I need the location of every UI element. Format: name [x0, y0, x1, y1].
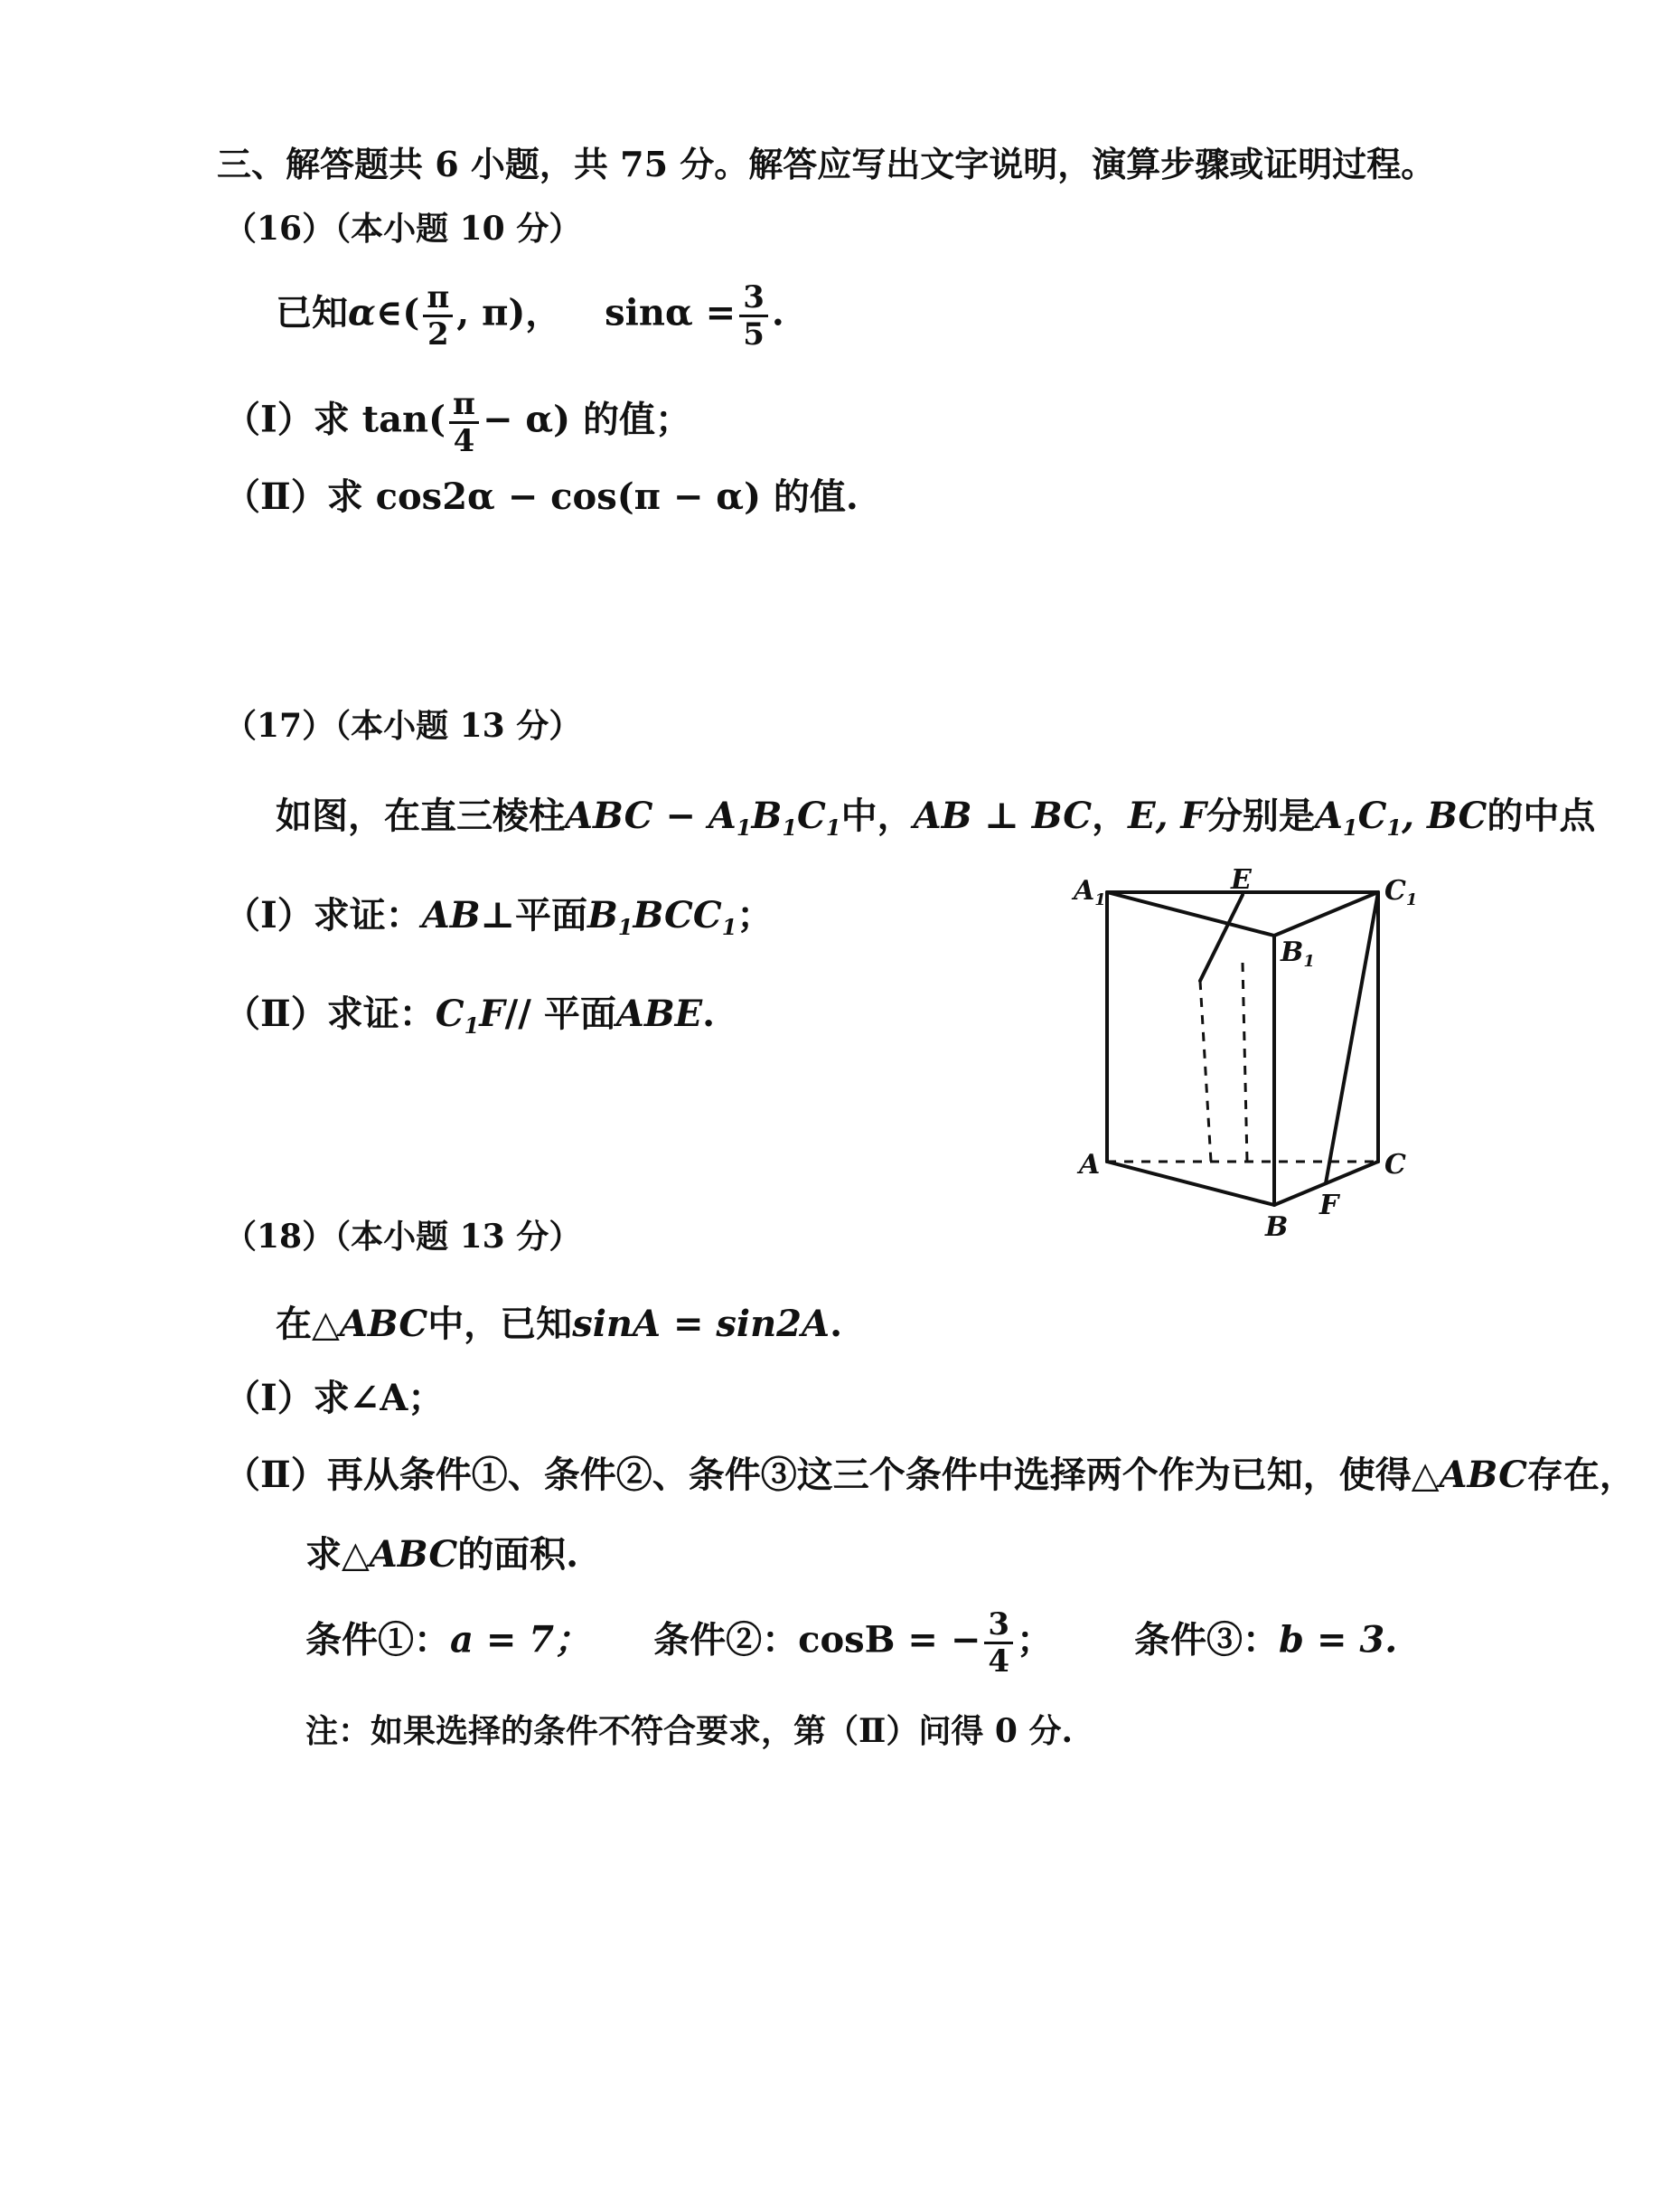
q16-part1-prefix: 求 tan( [313, 398, 446, 441]
q18-part2-line1-end: 存在， [1526, 1454, 1636, 1496]
q17-sub: 1 [782, 814, 798, 841]
q17-prism-c: C [797, 795, 826, 837]
q17-c1: C [1357, 795, 1387, 837]
q18-part1-text: 求∠A； [313, 1377, 445, 1419]
label-e: E [1231, 864, 1252, 896]
q17-c1f [435, 993, 505, 1039]
q18-eq: sinA = sin2A [572, 1303, 830, 1345]
q18-part2 [224, 1454, 1636, 1496]
q16-period: . [771, 291, 784, 334]
hidden-segment-be [1200, 981, 1211, 1162]
q16-frac-num: π [423, 282, 453, 317]
q17-stem [276, 795, 1596, 841]
q17-sub: 1 [825, 814, 841, 841]
q18-cond2-num: 3 [984, 1609, 1013, 1644]
q16-part2-label: （Ⅱ） [224, 475, 327, 518]
q18-part2-line1: 再从条件①、条件②、条件③这三个条件中选择两个作为已知，使得 [326, 1454, 1412, 1496]
q16-part1-label: （Ⅰ） [224, 398, 314, 441]
q16-frac-den: 2 [427, 316, 449, 353]
label-b: B [1265, 1211, 1289, 1243]
q17-c1f-c: C [435, 993, 465, 1035]
q16-pi-over-2 [423, 279, 453, 353]
q17-a1c1 [1314, 795, 1487, 841]
q18-cond2-end: ； [1017, 1618, 1054, 1661]
q17-part1-mid: ⊥平面 [480, 894, 587, 937]
q17-stem-5: 的中点 [1487, 795, 1596, 837]
q16-three-fifths [739, 279, 768, 353]
q17-prism-b: B [751, 795, 783, 837]
q17-ef: E, F [1128, 795, 1206, 837]
q17-part2-label: （Ⅱ） [224, 993, 327, 1035]
q17-b1: B [587, 894, 618, 937]
q16-in: ∈( [375, 291, 420, 334]
q17-part2-prefix: 求证： [326, 993, 436, 1035]
label-a: A [1079, 1149, 1101, 1181]
segment-c1f [1326, 892, 1378, 1183]
q16-sin-den: 5 [743, 316, 765, 353]
q16-part1-suffix: − α) 的值； [482, 398, 692, 441]
q18-stem-1: 在 [276, 1303, 312, 1345]
q16-title: （16）（本小题 10 分） [224, 210, 582, 248]
q17-c1f-f: F [479, 993, 505, 1035]
q18-cond3-label: 条件③： [1134, 1618, 1280, 1661]
q17-perp: AB ⊥ BC [913, 795, 1093, 837]
label-b1: $B_1$ [1281, 937, 1315, 971]
q16-part2 [224, 475, 859, 518]
q17-stem-2: 中， [840, 795, 914, 837]
q18-cond2-label: 条件②： [653, 1618, 799, 1661]
q17-part1-ab: AB [421, 894, 481, 937]
q18-line2-b: 的面积. [457, 1533, 579, 1576]
q17-sub: 1 [464, 1012, 480, 1039]
q17-sub: 1 [736, 814, 752, 841]
q18-note: 注：如果选择的条件不符合要求，第（Ⅱ）问得 0 分. [305, 1712, 1073, 1750]
q17-sub: 1 [1386, 814, 1403, 841]
q17-bcc: BCC [633, 894, 722, 937]
q18-part1-label: （Ⅰ） [224, 1377, 314, 1419]
q17-prism-a: ABC − A [565, 795, 737, 837]
q18-cond2-frac [984, 1606, 1013, 1680]
prism-figure [1066, 863, 1428, 1252]
q17-part1-plane [587, 894, 737, 940]
q17-part2 [224, 993, 716, 1039]
q17-part1 [224, 894, 774, 940]
q17-part2-abe: ABE [615, 993, 703, 1035]
q16-given [276, 279, 784, 353]
q17-part1-label: （Ⅰ） [224, 894, 314, 937]
label-c: C [1384, 1149, 1406, 1181]
q18-line2-a: 求 [305, 1533, 342, 1576]
q17-part2-mid: // 平面 [504, 993, 616, 1035]
q18-part2-line2 [305, 1533, 579, 1576]
label-c1: $C_1$ [1384, 875, 1418, 909]
q17-sub: 1 [721, 914, 737, 940]
segment-e [1200, 895, 1243, 981]
q17-sub: 1 [617, 914, 633, 940]
q18-cond1-label: 条件①： [305, 1618, 450, 1661]
q17-part2-end: . [702, 993, 716, 1035]
q16-part2-text: 求 cos2α − cos(π − α) 的值. [326, 475, 859, 518]
q18-title: （18）（本小题 13 分） [224, 1218, 582, 1256]
q18-stem-2: 中，已知 [427, 1303, 573, 1345]
edge-b1c1 [1274, 892, 1378, 936]
q17-stem-4: 分别是 [1206, 795, 1315, 837]
q18-stem [276, 1303, 842, 1345]
section-header: 三、解答题共 6 小题，共 75 分。解答应写出文字说明，演算步骤或证明过程。 [217, 144, 1436, 184]
q18-cond3-value: b = 3. [1279, 1618, 1398, 1661]
q18-part2-label: （Ⅱ） [224, 1454, 327, 1496]
q17-stem-3: ， [1092, 795, 1129, 837]
q18-cond2-prefix: cosB = − [798, 1618, 981, 1661]
q16-pi-over-4 [449, 386, 479, 459]
q17-part1-prefix: 求证： [313, 894, 422, 937]
q16-sin-num: 3 [739, 282, 768, 317]
edge-ab [1107, 1162, 1274, 1205]
q16-pi-close: , π)， [456, 291, 562, 334]
q17-part1-end: ； [737, 894, 774, 937]
q16-alpha: α [348, 291, 376, 334]
q17-title: （17）（本小题 13 分） [224, 707, 582, 745]
q18-part1 [224, 1377, 445, 1419]
q17-a1: A [1314, 795, 1343, 837]
hidden-segment [1243, 963, 1247, 1162]
q18-part2-tri: △ABC [1411, 1454, 1527, 1496]
q18-tri: △ABC [312, 1303, 428, 1345]
edge-a1b1 [1107, 892, 1274, 936]
q16-p1-den: 4 [453, 423, 475, 459]
q17-stem-1: 如图，在直三棱柱 [276, 795, 565, 837]
q16-p1-num: π [449, 389, 479, 424]
q18-conditions [305, 1606, 1398, 1680]
q18-line2-tri: △ABC [342, 1533, 458, 1576]
q17-prism [565, 795, 841, 841]
label-f: F [1319, 1190, 1339, 1221]
q16-sin-label: sinα = [605, 291, 737, 334]
q18-stem-end: . [830, 1303, 842, 1345]
q18-cond1-value: a = 7； [450, 1618, 591, 1661]
q18-cond2-den: 4 [988, 1643, 1010, 1680]
q16-given-prefix: 已知 [276, 291, 348, 334]
q17-sub: 1 [1342, 814, 1358, 841]
q17-bc: , BC [1402, 795, 1487, 837]
q16-part1 [224, 386, 692, 459]
label-a1: $A_1$ [1074, 875, 1106, 909]
